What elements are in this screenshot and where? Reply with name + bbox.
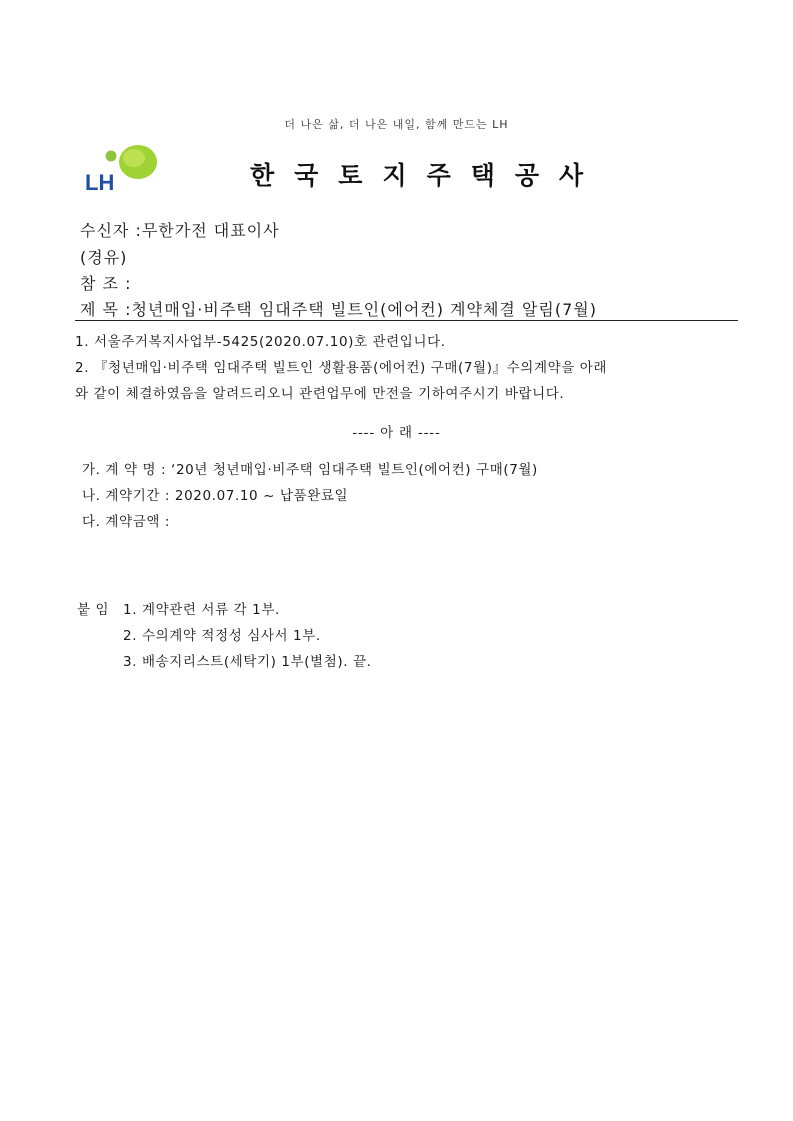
attachment-item: 1. 계약관련 서류 각 1부. [123, 602, 280, 618]
attachments-label: 붙 임 [77, 602, 110, 618]
via-field: (경유) [80, 248, 128, 267]
recipient-field: 수신자 :무한가전 대표이사 [80, 221, 280, 240]
organization-name: 한국토지주택공사 [250, 161, 604, 190]
contract-period-item: 나. 계약기간 : 2020.07.10 ~ 납품완료일 [82, 488, 349, 504]
body-paragraph-2-line-1: 2. 『청년매입·비주택 임대주택 빌트인 생활용품(에어컨) 구매(7월)』수의계약을 아래 [75, 360, 608, 376]
notice-heading: ---- 아 래 ---- [352, 425, 441, 441]
attachment-item: 2. 수의계약 적정성 심사서 1부. [123, 628, 321, 644]
contract-name-item: 가. 계 약 명 : ‘20년 청년매입·비주택 임대주택 빌트인(에어컨) 구매(7월) [82, 462, 538, 478]
reference-field: 참 조 : [80, 274, 132, 293]
logo-text: LH [85, 170, 115, 194]
subject-field: 제 목 :청년매입·비주택 임대주택 빌트인(에어컨) 계약체결 알림(7월) [80, 300, 597, 319]
lh-logo [84, 142, 158, 194]
subject-underline [75, 320, 738, 321]
slogan: 더 나은 삶, 더 나은 내일, 함께 만드는 LH [284, 118, 509, 131]
body-paragraph-1: 1. 서울주거복지사업부-5425(2020.07.10)호 관련입니다. [75, 334, 446, 350]
logo-small-circle [106, 151, 117, 162]
logo-highlight [123, 149, 145, 167]
contract-amount-item: 다. 계약금액 : [82, 514, 171, 530]
attachment-item: 3. 배송지리스트(세탁기) 1부(별첨). 끝. [123, 654, 372, 670]
body-paragraph-2-line-2: 와 같이 체결하였음을 알려드리오니 관련업무에 만전을 기하여주시기 바랍니다. [75, 386, 565, 402]
